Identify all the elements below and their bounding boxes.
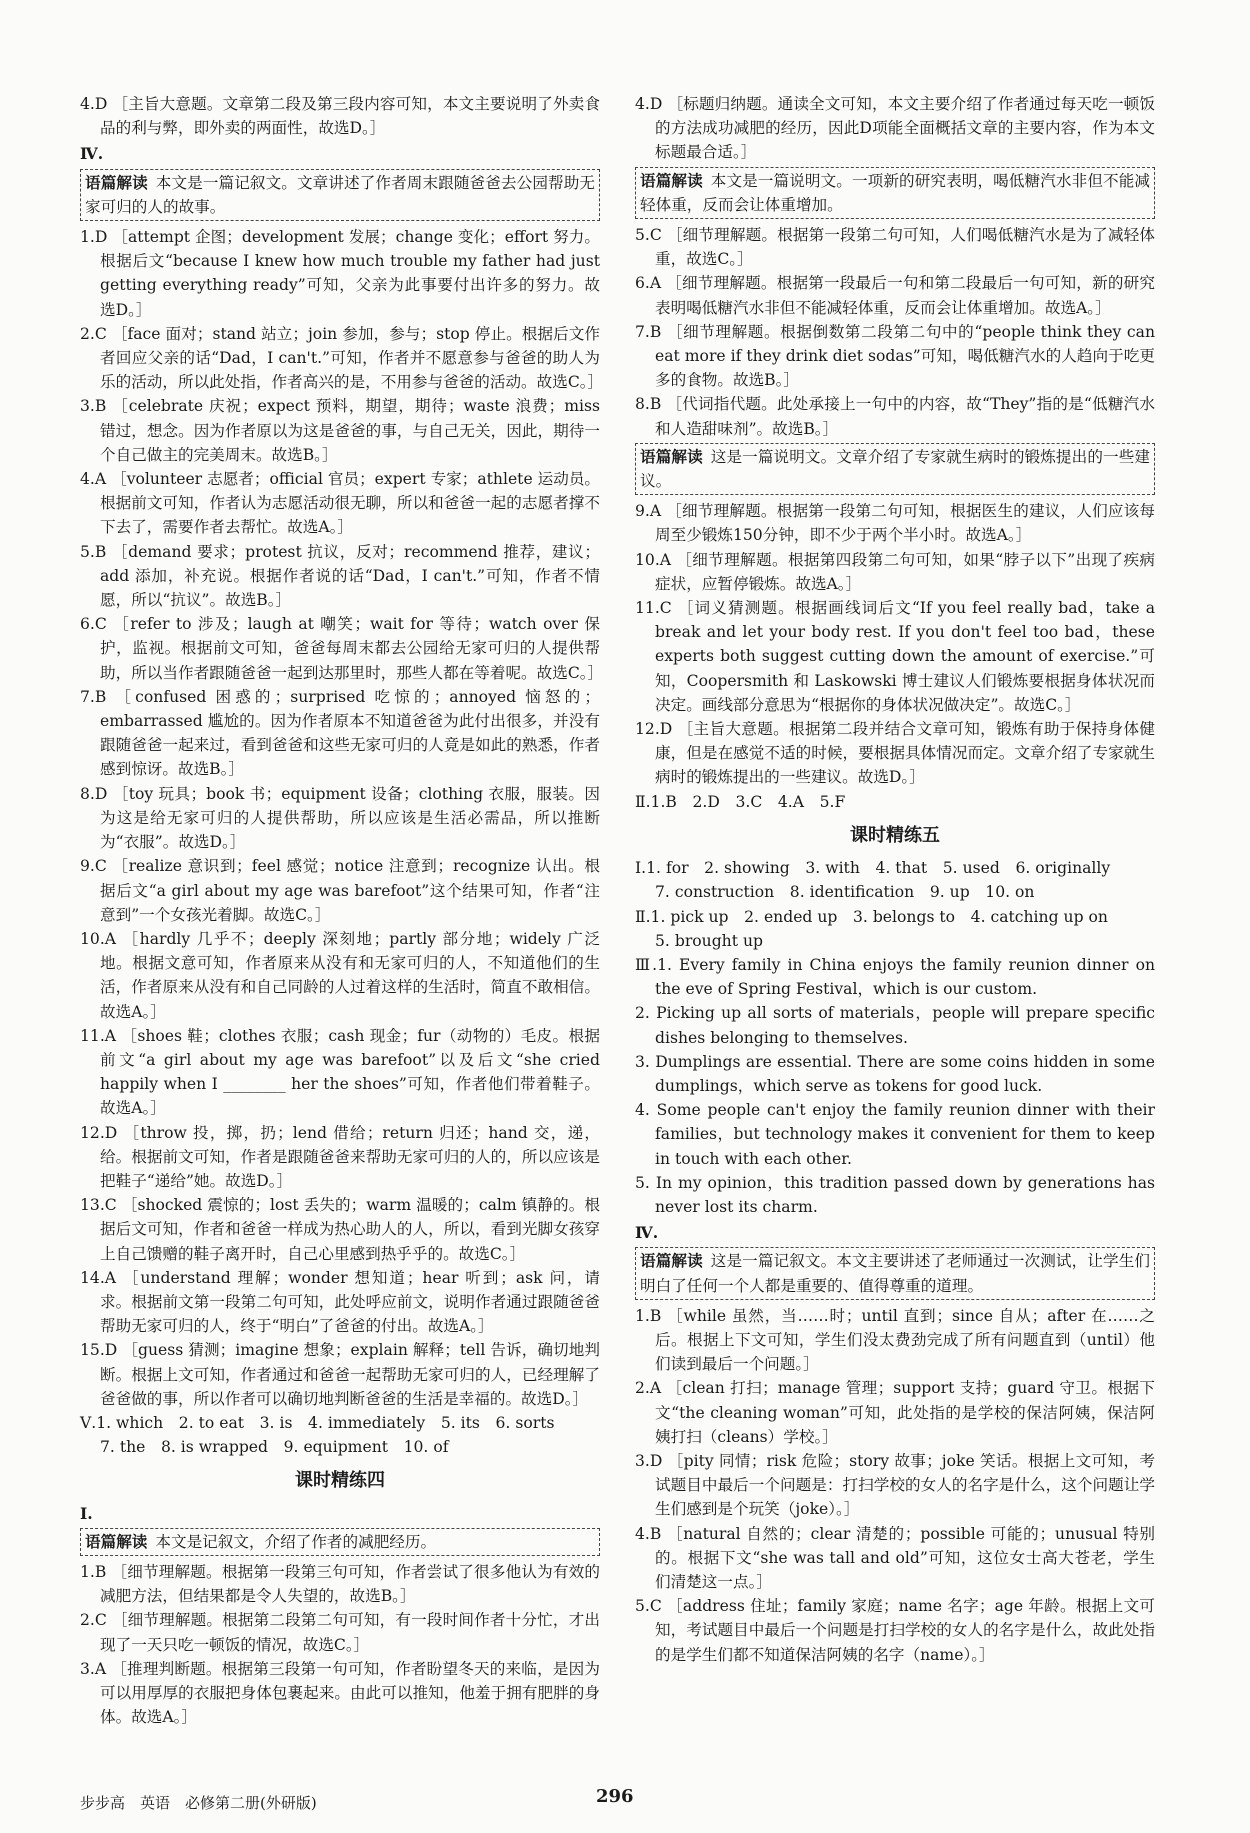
answer-item: 8.D ［toy 玩具；book 书；equipment 设备；clothing 衣服，服装。因为这是给无家可归的人提供帮助，所以应该是生活必需品，所以推断为“衣服”。故选D。］	[80, 784, 600, 852]
answer-item: 3.A ［推理判断题。根据第三段第一句可知，作者盼望冬天的来临，是因为可以用厚厚的衣服把身体包裹起来。由此可以推知，他羞于拥有肥胖的身体。故选A。］	[80, 1659, 600, 1727]
answer-item: 9.C ［realize 意识到；feel 感觉；notice 注意到；recognize 认出。根据后文“a girl about my age was barefoot”这个结果可知，作者“注意到”一个女孩光着脚。故选C。］	[80, 857, 600, 924]
reading-text: 本文是一篇说明文。一项新的研究表明，喝低糖汽水非但不能减轻体重，反而会让体重增加。	[640, 171, 1150, 214]
reading-summary-box	[635, 167, 1155, 219]
answer-item: 7.B ［细节理解题。根据倒数第二段第二句中的“people think they can eat more if they drink diet sodas”可知，喝低糖汽水的人趋向于吃更多的食物。故选B。］	[635, 322, 1155, 390]
page-number: 296	[596, 1786, 634, 1807]
left-column	[80, 92, 604, 1729]
reading-summary-box	[80, 169, 600, 221]
section-title: 课时精练四	[295, 1470, 385, 1492]
reading-label: 语篇解读	[640, 446, 703, 466]
reading-label: 语篇解读	[640, 170, 703, 190]
sentence-answer: 3. Dumplings are essential. There are some coins hidden in some dumplings，which serve as tokens for good luck.	[635, 1052, 1155, 1095]
reading-text: 这是一篇记叙文。本文主要讲述了老师通过一次测试，让学生们明白了任何一个人都是重要的、值得尊重的道理。	[640, 1252, 1150, 1295]
reading-text: 本文是记叙文，介绍了作者的减肥经历。	[155, 1532, 437, 1551]
answer-item: 3.B ［celebrate 庆祝；expect 预料，期望，期待；waste 浪费；miss 错过，想念。因为作者原以为这是爸爸的事，与自己无关，因此，期待一个自己做主的完美周末。故选B。］	[80, 397, 600, 464]
fill-answers: 5. brought up	[655, 931, 763, 950]
answer-item: 1.D ［attempt 企图；development 发展；change 变化；effort 努力。根据后文“because I knew how much trouble my father had just getting everything ready”可知，父亲为此事要付出许多的努力。故选D。］	[80, 228, 600, 319]
answer-item: 2.C ［细节理解题。根据第二段第二句可知，有一段时间作者十分忙，才出现了一天只吃一顿饭的情况，故选C。］	[80, 1611, 600, 1654]
sentence-answer: 2. Picking up all sorts of materials，people will prepare specific dishes belonging to themselves.	[635, 1004, 1155, 1047]
reading-text: 这是一篇说明文。文章介绍了专家就生病时的锻炼提出的一些建议。	[640, 447, 1150, 491]
reading-label: 语篇解读	[640, 1251, 703, 1271]
fill-answers: 7. construction 8. identification 9. up 10. on	[655, 883, 1035, 902]
book-title: 步步高 英语 必修第二册(外研版)	[80, 1794, 317, 1812]
answer-item: 2.A ［clean 打扫；manage 管理；support 支持；guard 守卫。根据下文“the cleaning woman”可知，此处指的是学校的保洁阿姨，保洁阿姨打扫（cleans）学校。］	[635, 1379, 1155, 1446]
answer-item: 14.A ［understand 理解；wonder 想知道；hear 听到；ask 问，请求。根据前文第一段第二句可知，此处呼应前文，说明作者通过跟随爸爸帮助无家可归的人，终于“明白”了爸爸的付出。故选A。］	[80, 1268, 600, 1336]
fill-answers: Ⅴ.1. which 2. to eat 3. is 4. immediately 5. its 6. sorts	[80, 1413, 555, 1432]
reading-label: 语篇解读	[85, 1531, 148, 1551]
reading-summary-box	[635, 1247, 1155, 1299]
answer-item: 4.A ［volunteer 志愿者；official 官员；expert 专家；athlete 运动员。根据前文可知，作者认为志愿活动很无聊，所以和爸爸一起的志愿者撑不下去了，需要作者去帮忙。故选A。］	[80, 470, 601, 537]
answer-item: 5.C ［address 住址；family 家庭；name 名字；age 年龄。根据上文可知，考试题目中最后一个问题是打扫学校的女人的名字是什么，故此处指的是学生们都不知道保洁阿姨的名字（name）。］	[635, 1597, 1155, 1664]
answer-item: 12.D ［throw 投，掷，扔；lend 借给；return 归还；hand 交，递，给。根据前文可知，作者是跟随爸爸来帮助无家可归的人的，所以应该是把鞋子“递给”她。故选D。］	[80, 1123, 600, 1190]
answer-item: 15.D ［guess 猜测；imagine 想象；explain 解释；tell 告诉，确切地判断。根据上文可知，作者通过和爸爸一起帮助无家可归的人，已经理解了爸爸做的事，所以作者可以确切地判断爸爸的生活是幸福的。故选D。］	[80, 1341, 600, 1408]
fill-answers: Ⅱ.1. pick up 2. ended up 3. belongs to 4. catching up on	[635, 907, 1108, 926]
section-numeral: Ⅰ.	[80, 1503, 93, 1523]
answer-item: 6.C ［refer to 涉及；laugh at 嘲笑；wait for 等待；watch over 保护，监视。根据前文可知，爸爸每周末都去公园给无家可归的人提供帮助，所以当作者跟随爸爸一起到达那里时，那些人都在等着呢。故选C。］	[80, 615, 604, 682]
reading-summary-box	[635, 443, 1155, 495]
answer-item: 1.B ［while 虽然，当……时；until 直到；since 自从；after 在……之后。根据上下文可知，学生们没太费劲完成了所有问题直到（until）他们读到最后一个问题。］	[635, 1306, 1155, 1374]
reading-summary-box	[80, 1528, 600, 1556]
section-numeral: Ⅳ.	[635, 1223, 659, 1243]
answer-item: 2.C ［face 面对；stand 站立；join 参加，参与；stop 停止。根据后文作者回应父亲的话“Dad，I can't.”可知，作者并不愿意参与爸爸的助人为乐的活动，所以此处指，作者高兴的是，不用参与爸爸的活动。故选C。］	[80, 324, 604, 392]
sentence-answer: Ⅲ.1. Every family in China enjoys the family reunion dinner on the eve of Spring Festival，which is our custom.	[635, 955, 1155, 999]
answer-item: 7.B ［confused 困惑的；surprised 吃惊的；annoyed 恼怒的；embarrassed 尴尬的。因为作者原本不知道爸爸为此付出很多，并没有跟随爸爸一起来过，看到爸爸和这些无家可归的人竟是如此的熟悉，作者感到惊讶。故选B。］	[80, 687, 600, 779]
answer-item: 4.B ［natural 自然的；clear 清楚的；possible 可能的；unusual 特别的。根据下文“she was tall and old”可知，这位女士高大苍老，学生们清楚这一点。］	[635, 1524, 1155, 1591]
sentence-answer: 5. In my opinion，this tradition passed down by generations has never lost its charm.	[635, 1173, 1155, 1216]
section-title: 课时精练五	[850, 824, 940, 846]
reading-text: 本文是一篇记叙文。文章讲述了作者周末跟随爸爸去公园帮助无家可归的人的故事。	[85, 173, 595, 216]
answer-item: 9.A ［细节理解题。根据第一段第二句可知，根据医生的建议，人们应该每周至少锻炼150分钟，即不少于两个半小时。故选A。］	[635, 502, 1155, 545]
choice-answers: Ⅱ.1.B 2.D 3.C 4.A 5.F	[635, 792, 846, 811]
answer-item: 12.D ［主旨大意题。根据第二段并结合文章可知，锻炼有助于保持身体健康，但是在感觉不适的时候，要根据具体情况而定。文章介绍了专家就生病时的锻炼提出的一些建议。故选D。］	[635, 720, 1155, 787]
answer-item: 3.D ［pity 同情；risk 危险；story 故事；joke 笑话。根据上文可知，考试题目中最后一个问题是：打扫学校的女人的名字是什么，这个问题让学生们感到是个玩笑（joke）。］	[635, 1451, 1155, 1519]
answer-item: 1.B ［细节理解题。根据第一段第三句可知，作者尝试了很多他认为有效的减肥方法，但结果都是令人失望的，故选B。］	[80, 1562, 600, 1606]
sentence-answer: 4. Some people can't enjoy the family reunion dinner with their families，but technology makes it convenient for them to keep in touch with each other.	[635, 1101, 1155, 1168]
answer-item: 13.C ［shocked 震惊的；lost 丢失的；warm 温暖的；calm 镇静的。根据后文可知，作者和爸爸一样成为热心助人的人，所以，看到光脚女孩穿上自己馈赠的鞋子离开时，自己心里感到热乎乎的。故选C。］	[80, 1196, 600, 1263]
fill-answers: Ⅰ.1. for 2. showing 3. with 4. that 5. used 6. originally	[635, 859, 1111, 878]
answer-item: 10.A ［hardly 几乎不；deeply 深刻地；partly 部分地；widely 广泛地。根据文意可知，作者原来从没有和无家可归的人，不知道他们的生活，作者原来从没有和自己同龄的人过着这样的生活时，简直不敢相信。故选A。］	[80, 929, 600, 1021]
section-numeral: Ⅳ.	[80, 144, 104, 164]
answer-item: 11.C ［词义猜测题。根据画线词后文“If you feel really bad，take a break and let your body rest. If you don't feel too bad，these experts both suggest cutting down the amount of exercise.”可知，Coopersmith 和 Laskowski 博士建议人们锻炼要根据身体状况而决定。画线部分意思为“根据你的身体状况做决定”。故选C。］	[635, 599, 1155, 714]
answer-item: 5.C ［细节理解题。根据第一段第二句可知，人们喝低糖汽水是为了减轻体重，故选C。］	[635, 226, 1155, 269]
reading-label: 语篇解读	[85, 172, 148, 192]
answer-item: 4.D ［标题归纳题。通读全文可知，本文主要介绍了作者通过每天吃一顿饭的方法成功减肥的经历，因此D项能全面概括文章的主要内容，作为本文标题最合适。］	[635, 95, 1155, 162]
right-column	[635, 92, 1155, 1667]
answer-item: 11.A ［shoes 鞋；clothes 衣服；cash 现金；fur（动物的）毛皮。根据前文“a girl about my age was barefoot”以及后文“she cried happily when I ________ her the shoes”可知，作者他们带着鞋子。故选A。］	[80, 1026, 600, 1118]
answer-item: 5.B ［demand 要求；protest 抗议，反对；recommend 推荐，建议；add 添加，补充说。根据作者说的话“Dad，I can't.”可知，作者不情愿，所以“抗议”。故选B。］	[80, 542, 600, 610]
answer-item: 4.D ［主旨大意题。文章第二段及第三段内容可知，本文主要说明了外卖食品的利与弊，即外卖的两面性，故选D。］	[80, 95, 600, 138]
answer-item: 6.A ［细节理解题。根据第一段最后一句和第二段最后一句可知，新的研究表明喝低糖汽水非但不能减轻体重，反而会让体重增加。故选A。］	[635, 274, 1155, 317]
answer-item: 10.A ［细节理解题。根据第四段第二句可知，如果“脖子以下”出现了疾病症状，应暂停锻炼。故选A。］	[635, 550, 1155, 593]
fill-answers: 7. the 8. is wrapped 9. equipment 10. of	[100, 1438, 449, 1457]
answer-item: 8.B ［代词指代题。此处承接上一句中的内容，故“They”指的是“低糖汽水和人造甜味剂”。故选B。］	[635, 395, 1155, 438]
